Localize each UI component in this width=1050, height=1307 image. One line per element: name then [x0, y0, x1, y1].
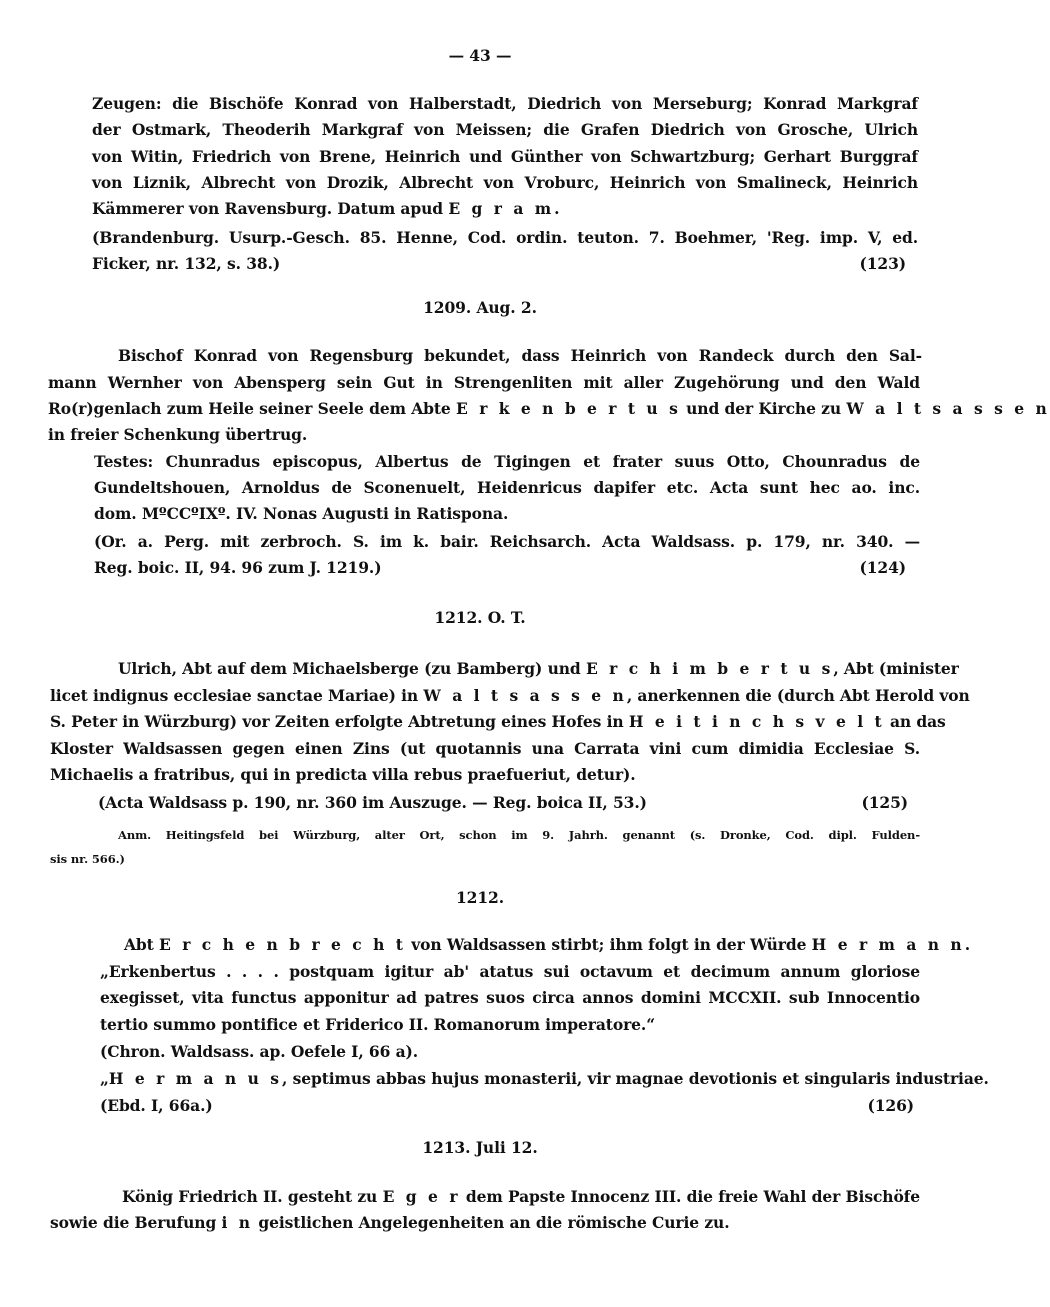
text-line: Zeugen: die Bischöfe Konrad von Halberstadt, Diedrich von Merseburg; Konrad Markgraf — [92, 94, 918, 113]
quote-line — [100, 1069, 989, 1089]
text-line — [50, 686, 970, 706]
text-line: dom. MºCCºIXº. IV. Nonas Augusti in Ratispona. — [94, 504, 509, 523]
text-line — [92, 199, 960, 219]
text-span: dem Papste Innocenz III. die freie Wahl der Bischöfe — [465, 1187, 921, 1206]
text-line — [118, 659, 959, 679]
text-line: Kloster Waldsassen gegen einen Zins (ut quotannis una Carrata vini cum dimidia Ecclesiae S. — [50, 739, 920, 758]
citation-line: (Brandenburg. Usurp.-Gesch. 85. Henne, Cod. ordin. teuton. 7. Boehmer, 'Reg. imp. V, ed. — [92, 228, 918, 247]
text-span: licet indignus ecclesiae sanctae Mariae) in — [50, 686, 419, 705]
text-span: an das — [889, 712, 946, 731]
entry-date: 1212. — [455, 888, 505, 907]
citation-line: (Ebd. I, 66a.) — [100, 1096, 213, 1115]
text-span: , septimus abbas hujus monasterii, vir magnae devotionis et singularis industriae. — [281, 1069, 989, 1088]
name-heitinchsvelt: H e i t i n c h s v e l t — [628, 712, 885, 731]
text-line: der Ostmark, Theoderih Markgraf von Meissen; die Grafen Diedrich von Grosche, Ulrich — [92, 120, 918, 139]
entry-date: 1212. O. T. — [434, 608, 526, 627]
entry-number: (123) — [859, 254, 906, 273]
entry-number: (125) — [861, 793, 908, 812]
citation-line: (Acta Waldsass p. 190, nr. 360 im Auszuge. — Reg. boica II, 53.) — [98, 793, 647, 812]
citation-line: (Chron. Waldsass. ap. Oefele I, 66 a). — [100, 1042, 419, 1061]
text-span: und der Kirche zu — [686, 399, 842, 418]
citation-line: Ficker, nr. 132, s. 38.) — [92, 254, 281, 273]
text-line: Testes: Chunradus episcopus, Albertus de Tigingen et frater suus Otto, Chounradus de — [94, 452, 920, 471]
word-in: i n — [221, 1213, 254, 1232]
name-erchimbertus: E r c h i m b e r t u s — [585, 659, 834, 678]
text-span: Kämmerer von Ravensburg. Datum apud — [92, 199, 444, 218]
text-line: von Liznik, Albrecht von Drozik, Albrecht von Vroburc, Heinrich von Smalineck, Heinrich — [92, 173, 918, 192]
name-waltsassen: W a l t s a s s e n — [846, 399, 1050, 418]
quote-line: tertio summo pontifice et Friderico II. Romanorum imperatore.“ — [100, 1015, 656, 1034]
citation-line: (Or. a. Perg. mit zerbroch. S. im k. bair. Reichsarch. Acta Waldsass. p. 179, nr. 340. — — [94, 532, 920, 551]
name-hermanus: H e r m a n u s — [108, 1069, 282, 1088]
page-number: — 43 — — [448, 46, 512, 65]
text-line: von Witin, Friedrich von Brene, Heinrich und Günther von Schwartzburg; Gerhart Burggraf — [92, 147, 918, 166]
name-eger: E g e r — [382, 1187, 461, 1206]
quote-line: „Erkenbertus . . . . postquam igitur ab' atatus sui octavum et decimum annum gloriose — [100, 962, 920, 981]
quote-line: exegisset, vita functus apponitur ad patres suos circa annos domini MCCXII. sub Innocentio — [100, 988, 920, 1007]
entry-date: 1209. Aug. 2. — [423, 298, 537, 317]
name-waltsassen: W a l t s a s s e n — [423, 686, 627, 705]
footnote-line: sis nr. 566.) — [50, 852, 125, 866]
text-line — [50, 1213, 960, 1233]
text-span: „ — [100, 1069, 109, 1088]
text-span: sowie die Berufung — [50, 1213, 217, 1232]
text-span: Abt — [124, 935, 154, 954]
text-span: Ulrich, Abt auf dem Michaelsberge (zu Bamberg) und — [118, 659, 581, 678]
entry-date: 1213. Juli 12. — [422, 1138, 538, 1157]
text-span: , Abt (minister — [833, 659, 959, 678]
text-span: von Waldsassen stirbt; ihm folgt in der Würde — [411, 935, 807, 954]
text-line — [48, 399, 1050, 419]
name-erchenbrecht: E r c h e n b r e c h t — [159, 935, 406, 954]
name-erkenbertus: E r k e n b e r t u s — [455, 399, 681, 418]
footnote-line: Anm. Heitingsfeld bei Würzburg, alter Ort, schon im 9. Jahrh. genannt (s. Dronke, Cod. dipl. Fulden- — [118, 828, 920, 842]
text-line — [124, 935, 974, 955]
text-span: S. Peter in Würzburg) vor Zeiten erfolgte Abtretung eines Hofes in — [50, 712, 624, 731]
name-hermann: H e r m a n n. — [811, 935, 974, 954]
text-line — [122, 1187, 920, 1207]
entry-number: (126) — [867, 1096, 914, 1115]
citation-line: Reg. boic. II, 94. 96 zum J. 1219.) — [94, 558, 382, 577]
text-line: Gundeltshouen, Arnoldus de Sconenuelt, Heidenricus dapifer etc. Acta sunt hec ao. inc. — [94, 478, 920, 497]
text-span: König Friedrich II. gesteht zu — [122, 1187, 378, 1206]
text-span: , anerkennen die (durch Abt Herold von — [626, 686, 970, 705]
text-line: mann Wernher von Abensperg sein Gut in Strengenliten mit aller Zugehörung und den Wald — [48, 373, 920, 392]
text-line — [50, 712, 946, 732]
text-line: Michaelis a fratribus, qui in predicta villa rebus praefueriut, detur). — [50, 765, 636, 784]
text-span: Ro(r)genlach zum Heile seiner Seele dem Abte — [48, 399, 451, 418]
text-line: Bischof Konrad von Regensburg bekundet, dass Heinrich von Randeck durch den Sal- — [118, 346, 922, 365]
place-name: E g r a m. — [448, 199, 563, 218]
text-span: geistlichen Angelegenheiten an die römische Curie zu. — [258, 1213, 730, 1232]
text-line: in freier Schenkung übertrug. — [48, 425, 308, 444]
entry-number: (124) — [859, 558, 906, 577]
